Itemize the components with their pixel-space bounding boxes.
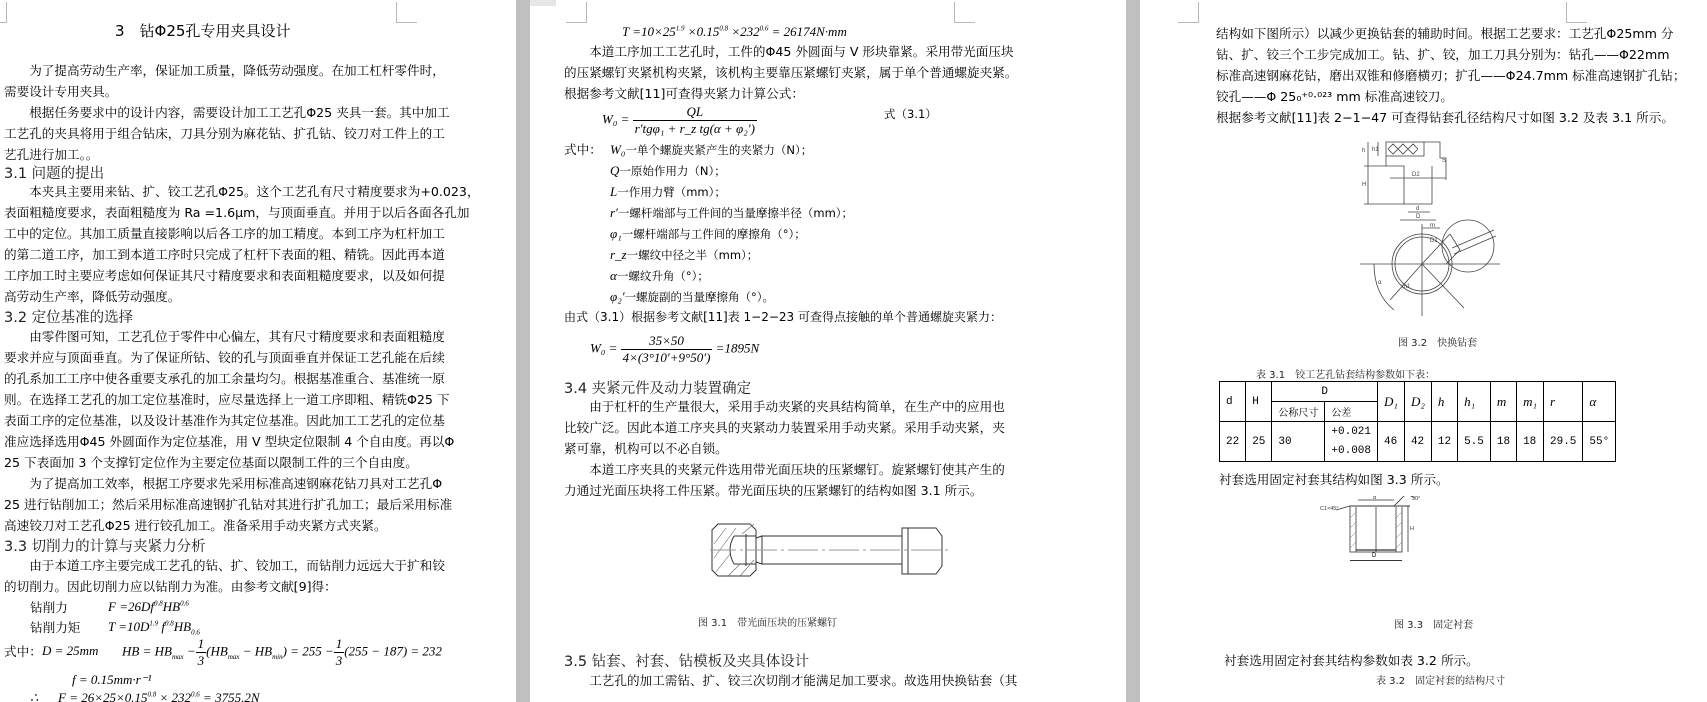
symbol-definition: L一作用力臂（mm）；	[610, 184, 726, 199]
paragraph-line: 高劳动生产率，降低劳动强度。	[4, 289, 181, 304]
header-alpha: α	[1583, 382, 1616, 422]
symbol-definition: r′一螺杆端部与工件间的当量摩擦半径（mm）；	[610, 205, 854, 220]
header-h: h	[1431, 382, 1457, 422]
svg-text:m1: m1	[1402, 284, 1411, 290]
svg-text:S: S	[1442, 158, 1447, 164]
paragraph-line: 的第二道工序，加工到本道工序时只完成了杠杆下表面的粗、精铣。因此再本道	[4, 247, 445, 262]
lookup-text: 由式（3.1）根据参考文献[11]表 1−2−23 可查得点接触的单个普通螺旋夹紧力：	[564, 310, 1002, 324]
paragraph-line: 根据任务要求中的设计内容，需要设计加工工艺孔Φ25 夹具一套。其中加工	[4, 105, 450, 120]
cell-D-nominal: 30	[1272, 422, 1325, 462]
svg-text:h: h	[1362, 148, 1366, 154]
table-3-2-caption: 表 3.2 固定衬套的结构尺寸	[1376, 676, 1506, 687]
header-r: r	[1544, 382, 1583, 422]
paragraph-line: 的切削力。因此切削力应以钻削力为准。由参考文献[9]得：	[4, 579, 337, 594]
torque-result-formula: $T =10\times 25^{1.9} \times 0.15^{0.8} \times 232^{0.6} = 26174N\cdot mm$	[622, 24, 847, 39]
tolerance-upper: +0.021	[1331, 425, 1372, 438]
hb-formula: HB = $HB_{max}$ − $\frac{1}{3}$ $(HB_{max} - HB_{min}) = 255$ − $\frac{1}{3}$ (255 − 187) = 232	[122, 636, 442, 668]
cell-alpha: 55°	[1583, 422, 1616, 462]
margin-corner-mark	[954, 2, 975, 23]
drill-torque-formula: $T =10D^{1.9}$ $f^{0.8}HB_{0.6}$	[108, 619, 200, 637]
paragraph-line: 标准高速钢麻花钻，磨出双锥和修磨横刃；扩孔——Φ24.7mm 标准高速钢扩孔钻；	[1216, 68, 1686, 83]
paragraph-line: 则。在选择工艺孔的加工定位基准时，应尽量选择上一道工序即粗、精铣Φ25 下	[4, 392, 450, 407]
fixed-bushing-figure	[1318, 496, 1422, 556]
paragraph-line: 结构如下图所示）以减少更换钻套的辅助时间。根据工艺要求：工艺孔Φ25mm 分	[1216, 26, 1674, 41]
section-heading-3-4: 3.4 夹紧元件及动力装置确定	[564, 381, 752, 397]
header-D2: D₂	[1404, 382, 1431, 422]
paragraph-line: 本道工序加工工艺孔时，工件的Φ45 外圆面与 V 形块靠紧。采用带光面压块	[564, 44, 1014, 59]
svg-text:D2: D2	[1412, 172, 1420, 178]
paragraph-line: 紧可靠，机构可以不必自锁。	[564, 441, 728, 456]
paragraph-line: 高速铰刀对工艺孔Φ25 进行铰孔加工。准备采用手动夹紧方式夹紧。	[4, 518, 387, 533]
svg-text:α: α	[1378, 280, 1382, 286]
quick-change-bushing-figure	[1360, 138, 1520, 318]
cell-D1: 46	[1378, 422, 1405, 462]
paragraph-line: 表面工序的定位基准，以及设计基准作为其定位基准。因此加工工艺孔的定位基	[4, 413, 445, 428]
figure-3-3-caption: 图 3.3 固定衬套	[1394, 620, 1474, 631]
symbol-definition: r_z一螺纹中径之半（mm）；	[610, 247, 759, 262]
section-heading-3-1: 3.1 问题的提出	[4, 166, 105, 182]
fixed-bushing-dim-D: D	[1350, 556, 1402, 564]
symbol-definition: α一螺纹升角（°）；	[610, 268, 709, 283]
clamp-force-calculation: W₀ = $\frac{35\times 50}{4\times(3^\circ 10'+9^\circ 50')}$ =1895N	[590, 333, 760, 365]
svg-text:H: H	[1410, 526, 1414, 532]
margin-corner-mark	[1178, 2, 1199, 23]
clamp-force-formula: W₀ = $\frac{QL}{\text{r′tgφ₁ + r\_z tg(α + φ₂′)}}$	[602, 104, 755, 136]
paragraph-line: 表面粗糙度要求，表面粗糙度为 Ra =1.6μm，与顶面垂直。并用于以后各面各孔加	[4, 205, 470, 220]
paragraph-line: 工序加工时主要应考虑如何保证其尺寸精度要求和表面粗糙度要求，以及如何提	[4, 268, 445, 283]
section-heading-3-2: 3.2 定位基准的选择	[4, 310, 134, 326]
paragraph-line: 为了提高加工效率，根据工序要求先采用标准高速钢麻花钻刀具对工艺孔Φ	[4, 476, 443, 491]
symbol-definition: φ₁一螺杆端部与工件间的摩擦角（°）；	[610, 226, 806, 241]
scroll-tab-indicator	[530, 0, 556, 6]
paragraph-line: 工艺孔的夹具将用于组合钻床，刀具分别为麻花钻、扩孔钻、铰刀对工件上的工	[4, 126, 445, 141]
drill-force-label: 钻削力	[30, 600, 68, 615]
cell-m1: 18	[1517, 422, 1544, 462]
therefore-symbol: ∴	[30, 690, 39, 702]
header-m1: m₁	[1517, 382, 1544, 422]
paragraph-line: 为了提高劳动生产率，保证加工质量，降低劳动强度。在加工杠杆零件时，	[4, 63, 445, 78]
symbol-definition: Q一原始作用力（N）；	[610, 163, 726, 178]
paragraph-line: 准应选择选用Φ45 外圆面作为定位基准，用 V 型块定位限制 4 个自由度。再以Φ	[4, 434, 455, 449]
paragraph-line: 25 下表面加 3 个支撑钉定位作为主要定位基面以限制工件的三个自由度。	[4, 455, 418, 470]
paragraph-line: 的孔系加工工序中使各重要支承孔的加工余量均匀。根据基准重合、基准统一原	[4, 371, 445, 386]
margin-corner-mark	[1566, 2, 1587, 23]
symbol-definition: φ₂′一螺旋副的当量摩擦角（°）。	[610, 289, 775, 304]
document-page-1	[0, 0, 516, 702]
svg-text:m: m	[1430, 223, 1435, 229]
drill-force-formula: $F =26Df^{0.8}HB^{0.6}$	[108, 599, 189, 614]
paragraph-line: 本夹具主要用来钻、扩、铰工艺孔Φ25。这个工艺孔有尺寸精度要求为+0.023，	[4, 184, 480, 199]
svg-text:H: H	[1362, 182, 1367, 188]
cell-h1: 5.5	[1458, 422, 1491, 462]
margin-corner-mark	[566, 2, 587, 23]
cell-D2: 42	[1404, 422, 1431, 462]
svg-text:h1: h1	[1372, 147, 1379, 153]
cell-h: 12	[1431, 422, 1457, 462]
paragraph-line: 要求并应与顶面垂直。为了保证所钻、铰的孔与顶面垂直并保证工艺孔能在后续	[4, 350, 445, 365]
tolerance-lower: +0.008	[1331, 444, 1372, 457]
svg-text:D: D	[1416, 214, 1421, 220]
svg-text:D1: D1	[1430, 238, 1438, 244]
paragraph-line: 由零件图可知，工艺孔位于零件中心偏左，其有尺寸精度要求和表面粗糙度	[4, 329, 445, 344]
document-page-3	[1140, 0, 1707, 702]
margin-corner-mark	[396, 2, 417, 23]
paragraph-line: 力通过光面压块将工件压紧。带光面压块的压紧螺钉的结构如图 3.1 所示。	[564, 483, 983, 498]
table-3-1-caption: 表 3.1 铰工艺孔钻套结构参数如下表：	[1256, 370, 1436, 381]
feed-value: f = 0.15mm·r⁻¹	[72, 672, 152, 687]
header-D: D	[1272, 382, 1378, 402]
svg-text:30°: 30°	[1412, 496, 1421, 502]
paragraph-line: 衬套选用固定衬套其结构参数如表 3.2 所示。	[1224, 653, 1479, 668]
svg-text:d: d	[1373, 496, 1377, 501]
header-m: m	[1490, 382, 1516, 422]
paragraph-line: 本道工序夹具的夹紧元件选用带光面压块的压紧螺钉。旋紧螺钉使其产生的	[564, 462, 1005, 477]
figure-3-1-caption: 图 3.1 带光面压块的压紧螺钉	[698, 618, 838, 629]
paragraph-line: 铰孔——Φ 25₀⁺⁰·⁰²³ mm 标准高速铰刀。	[1216, 89, 1453, 104]
figure-3-2-caption: 图 3.2 快换钻套	[1398, 338, 1478, 349]
cell-d: 22	[1220, 422, 1246, 462]
section-heading-3-5: 3.5 钻套、衬套、钻模板及夹具体设计	[564, 654, 810, 670]
margin-corner-mark	[0, 2, 7, 23]
paragraph-line: 的压紧螺钉夹紧机构夹紧，该机构主要靠压紧螺钉夹紧，属于单个普通螺旋夹紧。	[564, 65, 1018, 80]
paragraph-line: 钻、扩、铰三个工步完成加工。钻、扩、铰，加工刀具分别为：钻孔——Φ22mm	[1216, 47, 1670, 62]
header-H: H	[1246, 382, 1272, 422]
svg-text:d: d	[1416, 206, 1420, 212]
cell-m: 18	[1490, 422, 1516, 462]
cell-D-tolerance	[1325, 422, 1378, 462]
paragraph-line: 工中的定位。其加工质量直接影响以后各工序的加工精度。本到工序为杠杆加工	[4, 226, 445, 241]
paragraph-line: 根据参考文献[11]可查得夹紧力计算公式：	[564, 86, 804, 101]
header-D1: D₁	[1378, 382, 1405, 422]
paragraph-line: 根据参考文献[11]表 2−1−47 可查得钻套孔径结构尺寸如图 3.2 及表 3.1 所示。	[1216, 110, 1674, 125]
paragraph-line: 由于杠杆的生产量很大，采用手动夹紧的夹具结构简单，在生产中的应用也	[564, 399, 1005, 414]
section-heading-3-3: 3.3 切削力的计算与夹紧力分析	[4, 539, 206, 555]
subheader-tolerance: 公差	[1325, 402, 1378, 422]
paragraph-line: 比较广泛。因此本道工序夹具的夹紧动力装置采用手动夹紧。采用手动夹紧，夹	[564, 420, 1005, 435]
cell-r: 29.5	[1544, 422, 1583, 462]
subheader-nominal: 公称尺寸	[1272, 402, 1325, 422]
d-value: D = 25mm	[42, 643, 99, 658]
chapter-title: 3 钻Φ25孔专用夹具设计	[115, 22, 291, 40]
paragraph-line: 需要设计专用夹具。	[4, 84, 118, 99]
paragraph-line: 衬套选用固定衬套其结构如图 3.3 所示。	[1219, 472, 1449, 487]
where-label: 式中：	[564, 142, 602, 157]
clamp-screw-figure	[710, 522, 950, 578]
svg-text:C1×45°: C1×45°	[1320, 506, 1339, 512]
bushing-parameter-table	[1219, 381, 1616, 462]
document-page-2	[530, 0, 1126, 702]
paragraph-line: 工艺孔的加工需钻、扩、铰三次切削才能满足加工要求。故选用快换钻套（其	[564, 673, 1018, 688]
force-result-formula: $F = 26\times 25\times 0.15^{0.8} \times 232^{0.6} = 3755.2N$	[58, 690, 260, 702]
symbol-definition: W₀一单个螺旋夹紧产生的夹紧力（N）；	[610, 142, 813, 157]
paragraph-line: 25 进行钻削加工；然后采用标准高速钢扩孔钻对其进行扩孔加工；最后采用标准	[4, 497, 453, 512]
drill-torque-label: 钻削力矩	[30, 620, 81, 635]
header-d: d	[1220, 382, 1246, 422]
equation-number: 式（3.1）	[884, 107, 937, 121]
paragraph-line: 艺孔进行加工。。	[4, 147, 99, 162]
where-label: 式中：	[4, 644, 42, 659]
paragraph-line: 由于本道工序主要完成工艺孔的钻、扩、铰加工，而钻削力远远大于扩和铰	[4, 558, 445, 573]
header-h1: h₁	[1458, 382, 1491, 422]
cell-H: 25	[1246, 422, 1272, 462]
